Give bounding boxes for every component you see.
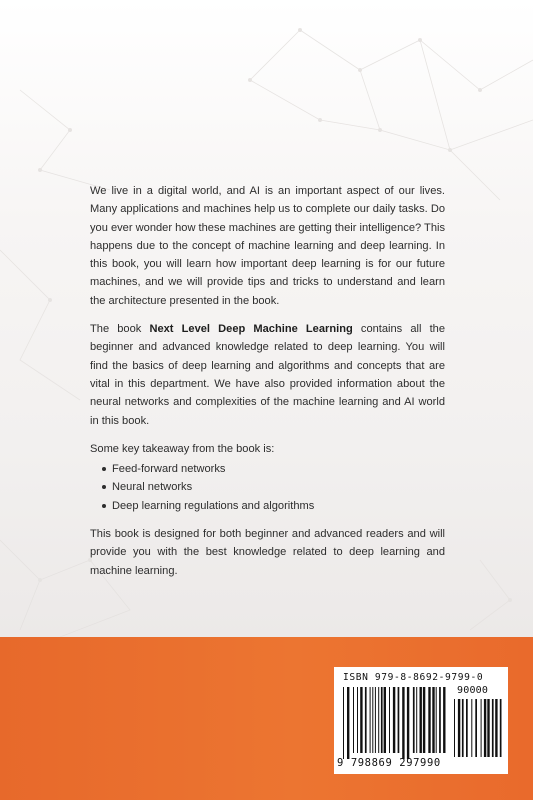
barcode-stripe	[500, 699, 502, 757]
barcode-stripe	[436, 687, 437, 753]
intro-paragraph: We live in a digital world, and AI is an important aspect of our lives. Many applications and machines help us to complete our daily tasks. Do you ever wonder how these machines are getting their intelligence? This happens due to the concept of machine learning and deep learning. In this book, you will learn how important deep learning is for our future machines, and we will provide tips and tricks to understand and learn the architecture presented in the book.	[90, 185, 445, 307]
barcode-stripe	[365, 687, 367, 753]
barcode-stripe	[432, 687, 434, 753]
barcode-stripe	[407, 687, 409, 759]
barcode-stripe	[492, 699, 494, 757]
isbn-label: ISBN 979-8-8692-9799-0	[343, 672, 484, 683]
barcode-stripe	[416, 687, 417, 753]
barcode-stripe	[428, 687, 430, 753]
barcode-stripe	[343, 687, 344, 759]
barcode-stripe	[466, 699, 468, 757]
barcode-stripe	[357, 687, 358, 753]
barcode-stripe	[353, 687, 354, 753]
barcode-stripe	[481, 699, 482, 757]
barcode-stripe	[413, 687, 415, 753]
barcode-stripe	[475, 699, 477, 757]
list-item: Deep learning regulations and algorithms	[102, 497, 445, 515]
barcode-stripe	[370, 687, 371, 753]
barcode-stripe	[378, 687, 379, 753]
barcode-stripe	[423, 687, 425, 753]
barcode-stripe	[384, 687, 386, 753]
ean-digits: 9 798869 297990	[337, 757, 441, 769]
barcode-stripe	[389, 687, 390, 753]
barcode-stripe	[471, 699, 472, 757]
barcode-stripe	[439, 687, 441, 753]
barcode-stripe	[495, 699, 497, 757]
barcode-stripe	[454, 699, 455, 757]
barcode-stripe	[420, 687, 422, 753]
list-item: Feed-forward networks	[102, 460, 445, 478]
barcode-stripe	[393, 687, 395, 753]
ean-barcode	[343, 687, 449, 759]
barcode-stripe	[398, 687, 400, 753]
barcode-stripe	[360, 687, 362, 753]
book-title: Next Level Deep Machine Learning	[149, 323, 353, 336]
barcode-panel	[334, 667, 508, 774]
barcode-stripe	[462, 699, 464, 757]
barcode-stripe	[381, 687, 383, 753]
barcode-stripe	[443, 687, 445, 753]
barcode-stripe	[487, 699, 489, 757]
audience-paragraph: This book is designed for both beginner and advanced readers and will provide you with the best knowledge related to deep learning and machine learning.	[90, 528, 445, 577]
list-item: Neural networks	[102, 478, 445, 496]
addon-barcode	[454, 699, 502, 757]
price-code: 90000	[457, 685, 489, 696]
takeaway-list	[90, 460, 445, 515]
book-summary-paragraph: The book Next Level Deep Machine Learning contains all the beginner and advanced knowledge related to deep learning. You will find the basics of deep learning and algorithms and concepts that are vital in this department. We have also provided information about the neural networks and complexities of the machine learning and AI world in this book.	[90, 323, 446, 427]
barcode-stripe	[402, 687, 404, 759]
barcode-stripe	[347, 687, 349, 759]
barcode-stripe	[372, 687, 373, 753]
back-cover-description	[90, 182, 445, 590]
takeaway-intro: Some key takeaway from the book is:	[90, 442, 275, 455]
barcode-stripe	[484, 699, 486, 757]
barcode-stripe	[375, 687, 376, 753]
barcode-stripe	[458, 699, 460, 757]
